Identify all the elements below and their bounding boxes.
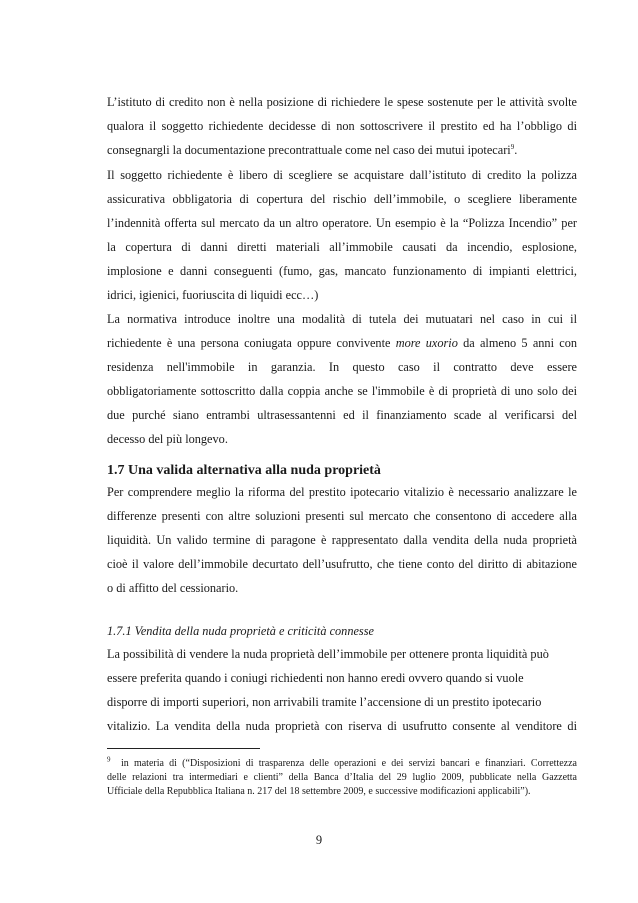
text-line: idrici, igienici, fuoriuscita di liquidi ecc…)	[107, 288, 319, 302]
text-fragment: consegnargli la documentazione precontrattuale come nel caso dei mutui ipotecari	[107, 143, 511, 157]
footnote-number: 9	[107, 755, 111, 764]
text-line: obbligatoriamente sottoscritto dalla coppia anche se l'immobile è di proprietà di uno solo dei	[107, 384, 577, 398]
text-line: residenza nell'immobile in garanzia. In questo caso il contratto deve essere	[107, 360, 577, 374]
text-fragment: richiedente è una persona coniugata oppure convivente	[107, 336, 396, 350]
text-line: due purché siano entrambi ultrasessantenni ed il finanziamento scade al verificarsi del	[107, 408, 577, 422]
text-line: decesso del più longevo.	[107, 432, 228, 446]
text-fragment: da almeno 5 anni con	[457, 336, 577, 350]
text-line: cioè il valore dell’immobile decurtato dell’usufrutto, che tiene conto del diritto di abitazione	[107, 557, 577, 571]
footnote-reference: 9	[510, 142, 515, 151]
italic-phrase: more uxorio	[395, 336, 458, 350]
text-line: assicurativa obbligatoria di copertura del rischio dell’immobile, o scegliere liberamente	[107, 192, 577, 206]
page-number: 9	[315, 833, 323, 847]
text-line	[107, 335, 577, 351]
footnote-line	[107, 757, 577, 770]
footnote-line: delle relazioni tra intermediari e clienti” della Banca d’Italia del 29 luglio 2009, pubblicate nella Gazzetta	[107, 772, 577, 783]
text-line: differenze presenti con altre soluzioni presenti sul mercato che consentono di accedere alla	[107, 509, 577, 523]
text-line: vitalizio. La vendita della nuda proprietà con riserva di usufrutto consente al venditore di	[107, 719, 577, 733]
text-line: La normativa introduce inoltre una modalità di tutela dei mutuatari nel caso in cui il	[107, 312, 577, 326]
text-line: qualora il soggetto richiedente decidesse di non sottoscrivere il prestito ed ha l’obbligo di	[107, 119, 577, 133]
footnote-separator	[107, 748, 260, 749]
text-line: essere preferita quando i coniugi richiedenti non hanno eredi ovvero quando si vuole	[107, 671, 524, 685]
text-line: la copertura di danni diretti materiali all’immobile causati da incendio, esplosione,	[107, 240, 577, 254]
text-line: Il soggetto richiedente è libero di scegliere se acquistare dall’istituto di credito la polizza	[107, 168, 577, 182]
text-line: La possibilità di vendere la nuda proprietà dell’immobile per ottenere pronta liquidità può	[107, 647, 549, 661]
text-fragment: .	[514, 143, 518, 157]
text-line: Per comprendere meglio la riforma del prestito ipotecario vitalizio è necessario analizzare le	[107, 485, 577, 499]
text-line: l’indennità offerta sul mercato da un altro operatore. Un esempio è la “Polizza Incendio” per	[107, 216, 577, 230]
text-line: liquidità. Un valido termine di paragone è rappresentato dalla vendita della nuda proprietà	[107, 533, 577, 547]
text-line: o di affitto del cessionario.	[107, 581, 239, 595]
text-line: L’istituto di credito non è nella posizione di richiedere le spese sostenute per le attività svolte	[107, 95, 577, 109]
section-heading: 1.7 Una valida alternativa alla nuda proprietà	[107, 463, 381, 478]
footnote-line: Ufficiale della Repubblica Italiana n. 217 del 18 settembre 2009, e successive modificazioni applicabili”).	[107, 786, 531, 797]
text-fragment: in materia di (“Disposizioni di trasparenza delle operazioni e dei servizi bancari e finanziari. Correttezza	[120, 758, 577, 769]
text-line: implosione e danni conseguenti (fumo, gas, mancato funzionamento di impianti elettrici,	[107, 264, 577, 278]
text-line	[107, 142, 577, 158]
subsection-heading: 1.7.1 Vendita della nuda proprietà e criticità connesse	[107, 624, 374, 638]
text-line: disporre di importi superiori, non arrivabili tramite l’accensione di un prestito ipotecario	[107, 695, 542, 709]
